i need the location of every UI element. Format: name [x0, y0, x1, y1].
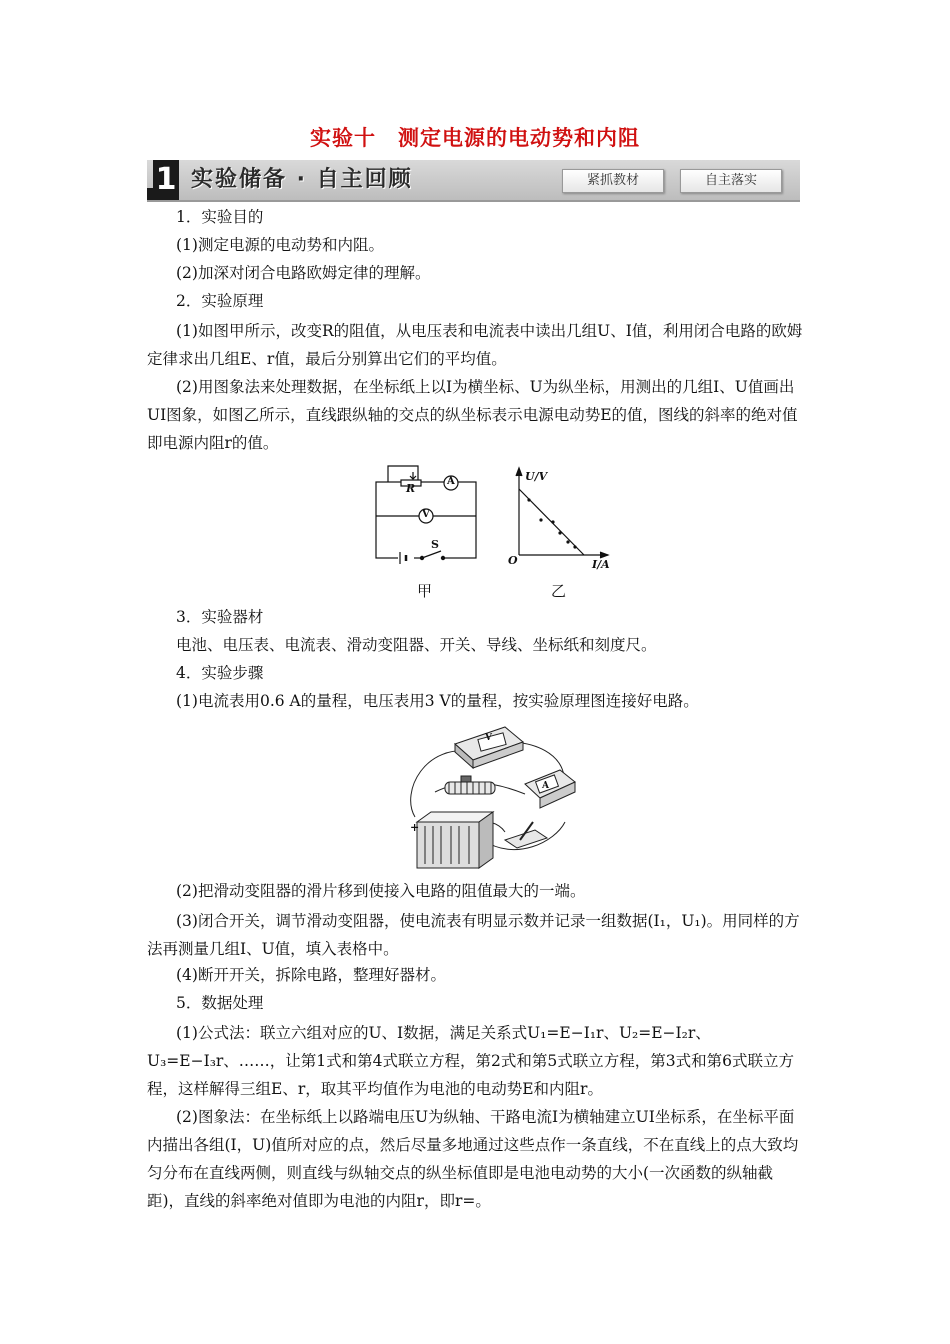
- ammeter-label: A: [447, 476, 455, 487]
- step-1: (1)电流表用0.6 A的量程，电压表用3 V的量程，按实验原理图连接好电路。: [176, 692, 699, 710]
- banner-number: 1: [153, 160, 179, 200]
- switch-label: S: [431, 538, 439, 551]
- purpose-1: (1)测定电源的电动势和内阻。: [176, 236, 384, 254]
- step-4: (4)断开开关，拆除电路，整理好器材。: [176, 966, 446, 984]
- title-part2: 测定电源的电动势和内阻: [398, 126, 640, 150]
- principle-1: (1)如图甲所示，改变R的阻值，从电压表和电流表中读出几组U、I值，利用闭合电路的欧姆定律求出几组E、r值，最后分别算出它们的平均值。: [147, 322, 803, 368]
- graph-x-label: I/A: [592, 558, 610, 571]
- heading-steps: 4．实验步骤: [176, 664, 264, 682]
- voltmeter-face-label: V: [485, 733, 492, 743]
- graph-origin: O: [508, 554, 518, 567]
- step-2: (2)把滑动变阻器的滑片移到使接入电路的阻值最大的一端。: [176, 882, 586, 900]
- section-banner: [147, 160, 800, 202]
- voltmeter-label: V: [422, 509, 430, 520]
- heading-equipment: 3．实验器材: [176, 608, 264, 626]
- apparatus-illustration: [405, 722, 590, 870]
- data-formula-method: (1)公式法：联立六组对应的U、I数据，满足关系式U₁=E−I₁r、U₂=E−I₂r、U₃=E−I₃r、……，让第1式和第4式联立方程，第2式和第5式联立方程，第3式和第6式联立方程，这样解得三组E、r，取其平均值作为电池的电动势E和内阻r。: [147, 1024, 794, 1098]
- title-part1: 实验十: [310, 126, 376, 150]
- tab-self-study[interactable]: 自主落实: [680, 169, 782, 193]
- banner-heading: 实验储备 · 自主回顾: [191, 167, 413, 192]
- ammeter-face-label: A: [542, 781, 549, 791]
- tab-textbook[interactable]: 紧抓教材: [562, 169, 664, 193]
- heading-purpose: 1．实验目的: [176, 208, 264, 226]
- page-title: [0, 122, 950, 152]
- graph-y-label: U/V: [525, 470, 548, 483]
- figure-caption-b: 乙: [551, 582, 567, 600]
- equipment-list: 电池、电压表、电流表、滑动变阻器、开关、导线、坐标纸和刻度尺。: [176, 636, 657, 654]
- purpose-2: (2)加深对闭合电路欧姆定律的理解。: [176, 264, 431, 282]
- data-graph-method: (2)图象法：在坐标纸上以路端电压U为纵轴、干路电流I为横轴建立UI坐标系，在坐标平面内描出各组(I，U)值所对应的点，然后尽量多地通过这些点作一条直线，不在直线上的点大致均匀分布在直线两侧，则直线与纵轴交点的纵坐标值即是电池电动势的大小(一次函数的纵轴截距)，直线的斜率绝对值即为电池的内阻r，即r=。: [147, 1108, 799, 1210]
- heading-principle: 2．实验原理: [176, 292, 264, 310]
- battery-plus-label: +: [410, 821, 420, 834]
- principle-2: (2)用图象法来处理数据，在坐标纸上以I为横坐标、U为纵坐标，用测出的几组I、U值画出UI图象，如图乙所示，直线跟纵轴的交点的纵坐标表示电源电动势E的值，图线的斜率的绝对值即电源内阻r的值。: [147, 378, 798, 452]
- step-3: (3)闭合开关，调节滑动变阻器，使电流表有明显示数并记录一组数据(I₁，U₁)。用同样的方法再测量几组I、U值，填入表格中。: [147, 912, 800, 958]
- figure-caption-a: 甲: [417, 582, 433, 600]
- heading-data: 5．数据处理: [176, 994, 264, 1012]
- resistor-label: R: [406, 482, 416, 495]
- ui-graph: [505, 462, 615, 572]
